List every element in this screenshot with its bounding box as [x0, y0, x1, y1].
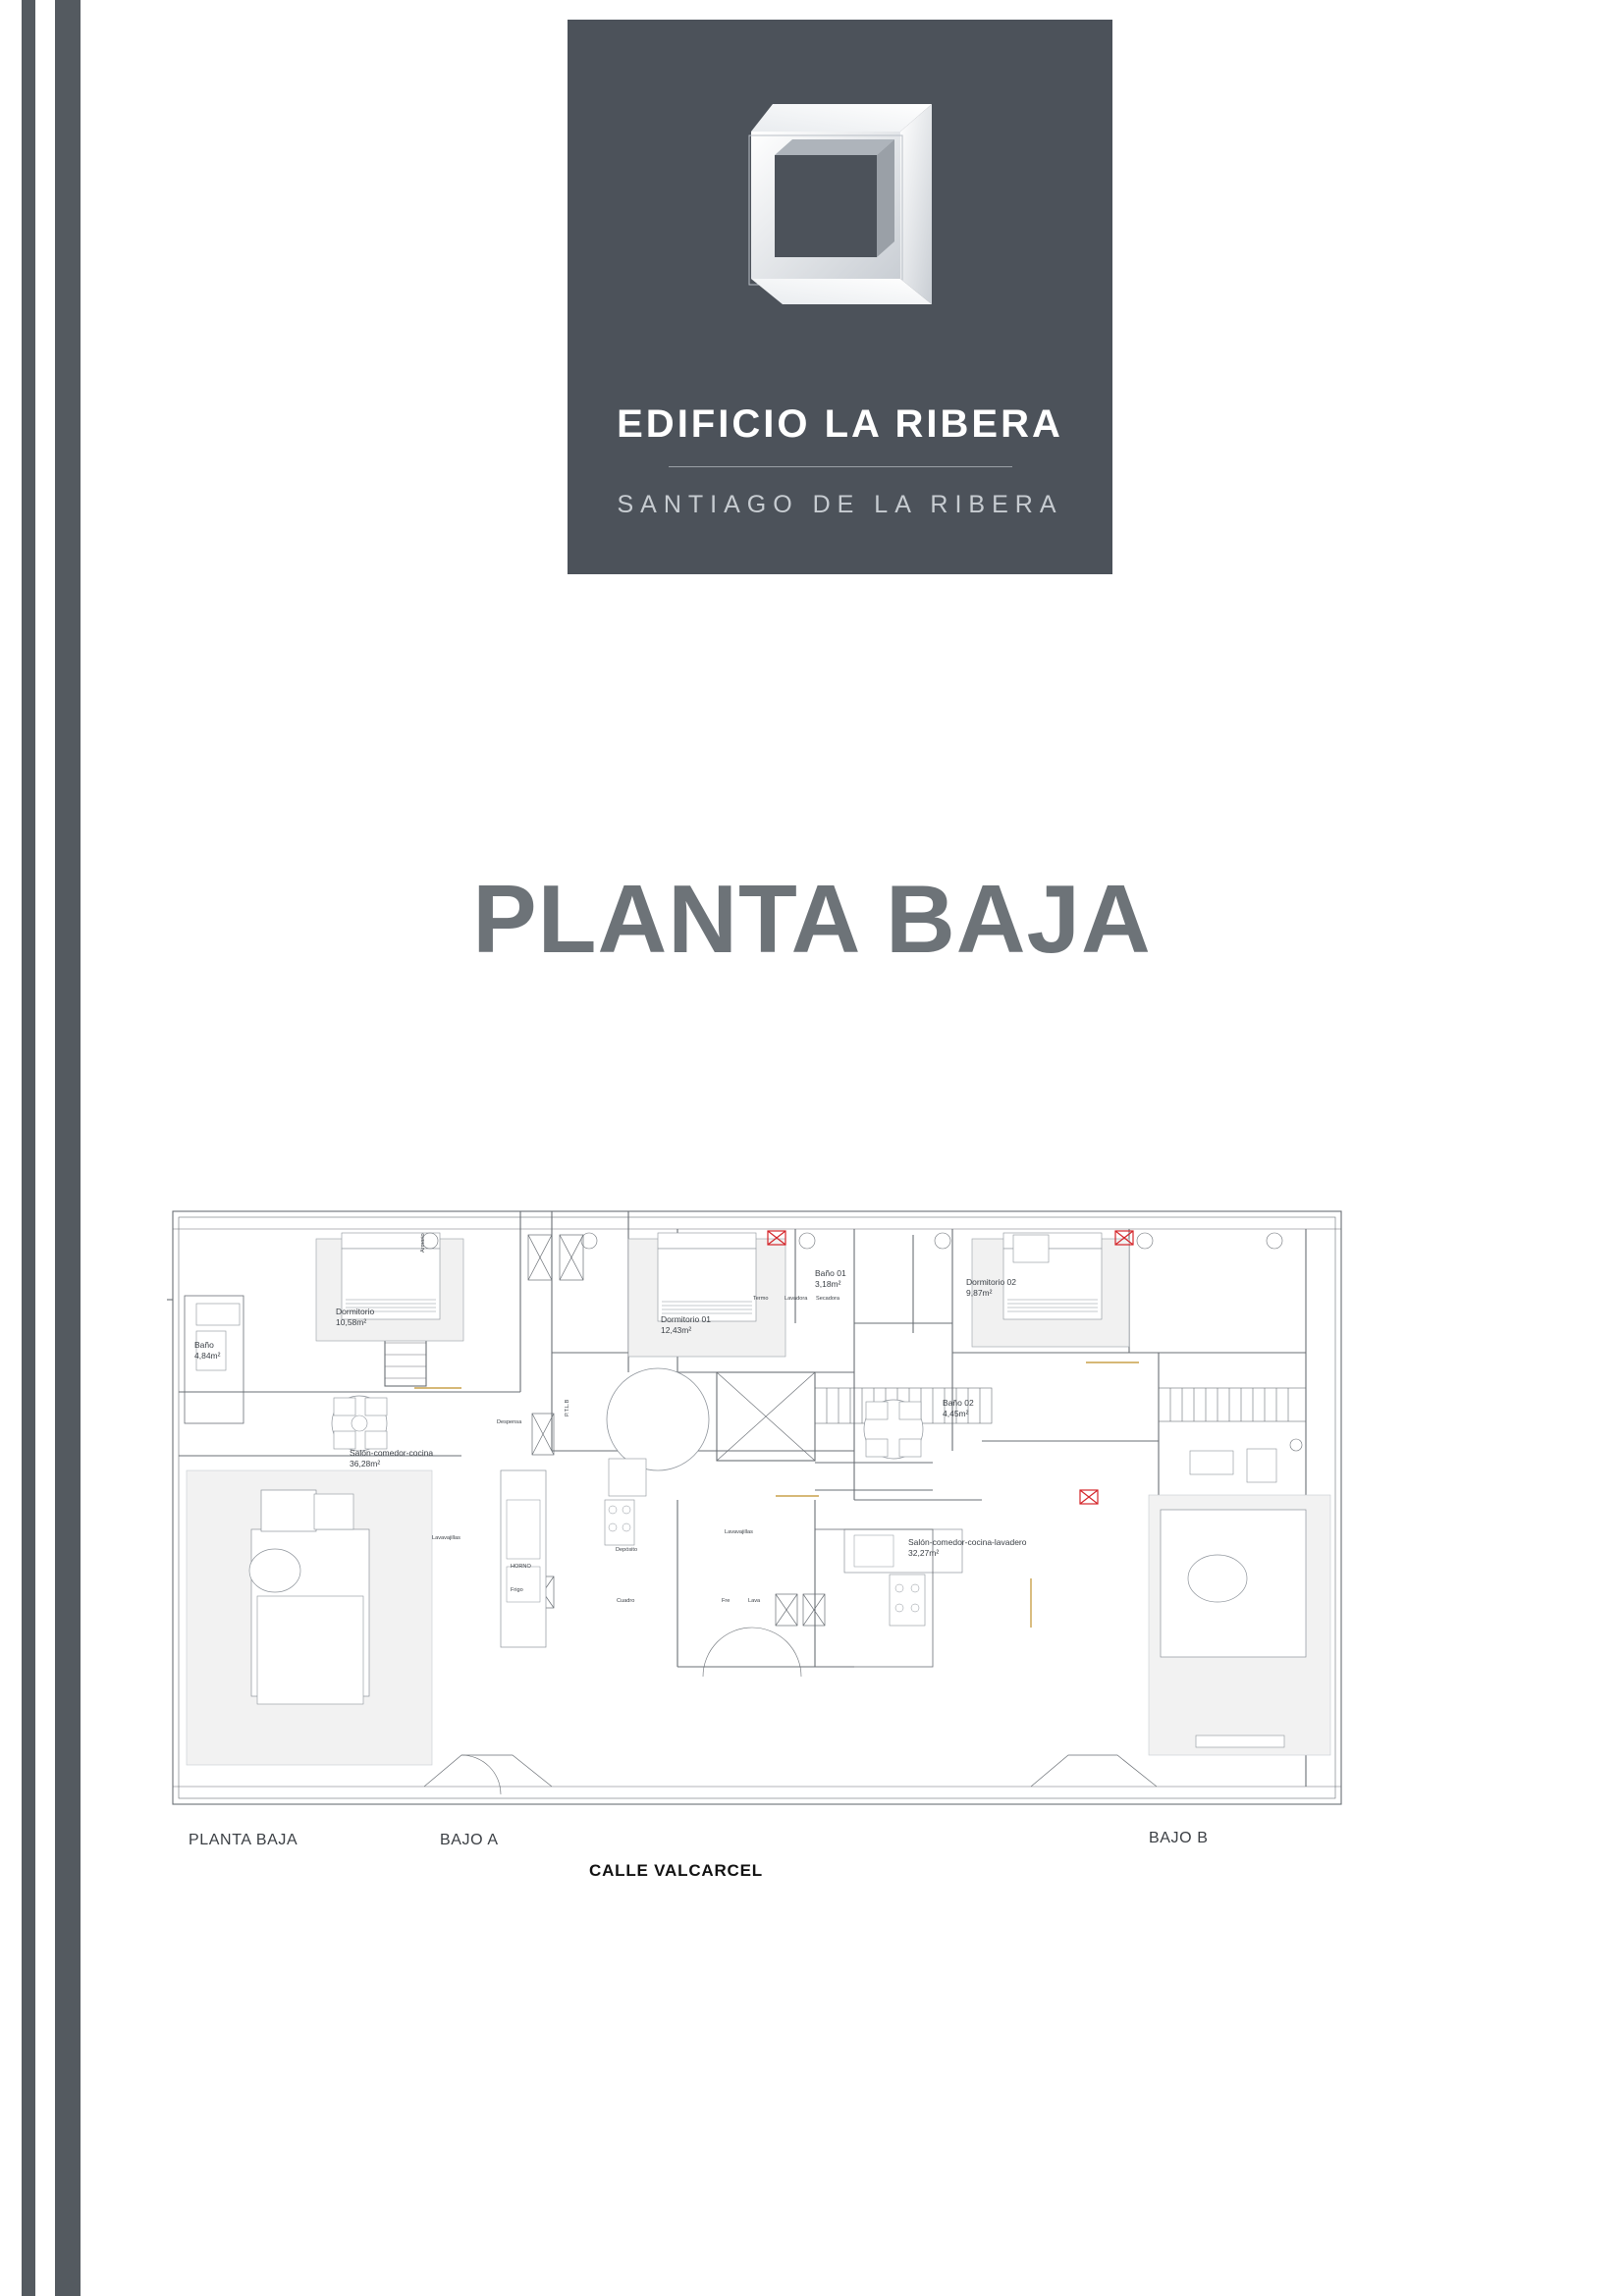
room-name: Baño 02 [943, 1398, 974, 1408]
label-fre: Fre [722, 1598, 731, 1604]
room-area: 10,58m² [336, 1316, 367, 1327]
room-label-bano-02 [943, 1398, 974, 1418]
floor-plan [167, 1205, 1473, 1893]
label-despensa: Despensa [497, 1419, 522, 1425]
room-label-dormitorio-1058 [336, 1307, 374, 1327]
label-secadora: Secadora [816, 1296, 839, 1302]
decor-stripe-right [55, 0, 81, 2296]
room-label-bano-484 [194, 1340, 220, 1361]
caption-bajo-a: BAJO A [440, 1832, 499, 1848]
label-frigo: Frigo [511, 1587, 523, 1593]
room-label-salon-3628 [350, 1448, 433, 1468]
room-area: 9,87m² [966, 1287, 993, 1298]
room-name: Salón-comedor-cocina [350, 1448, 434, 1458]
label-lavavajillas: Lavavajillas [432, 1535, 460, 1541]
room-area: 4,84m² [194, 1350, 221, 1361]
label-lavadora: Lavadora [785, 1296, 808, 1302]
caption-planta-baja: PLANTA BAJA [189, 1832, 298, 1848]
room-area: 3,18m² [815, 1278, 841, 1289]
room-area: 4,45m² [943, 1408, 969, 1418]
room-name: Baño 01 [815, 1268, 846, 1278]
room-area: 36,28m² [350, 1458, 381, 1468]
label-termo: Termo [753, 1296, 769, 1302]
room-name: Dormitorio [336, 1307, 375, 1316]
brand-title: EDIFICIO LA RIBERA [617, 402, 1063, 446]
label-deposito: Depósito [616, 1547, 638, 1553]
label-horno: HORNO [511, 1564, 531, 1570]
label-lavavajillas-2: Lavavajillas [725, 1529, 753, 1535]
room-label-bano-01 [815, 1268, 846, 1289]
caption-bajo-b: BAJO B [1149, 1830, 1209, 1846]
square-frame-logo-icon [714, 96, 967, 342]
room-label-salon-3227 [908, 1537, 1026, 1558]
brand-divider [669, 466, 1012, 467]
room-area: 32,27m² [908, 1547, 940, 1558]
room-name: Baño [194, 1340, 214, 1350]
label-ptlb: P.T.L.B [565, 1399, 570, 1416]
label-armario: Armario [420, 1233, 426, 1253]
room-name: Dormitorio 02 [966, 1277, 1017, 1287]
room-name: Salón-comedor-cocina-lavadero [908, 1537, 1027, 1547]
room-area: 12,43m² [661, 1324, 692, 1335]
brand-logo-block [568, 20, 1112, 574]
label-lava: Lava [748, 1598, 761, 1604]
room-label-dormitorio-02 [966, 1277, 1016, 1298]
label-cuadro: Cuadro [617, 1598, 635, 1604]
brand-subtitle: SANTIAGO DE LA RIBERA [617, 491, 1063, 518]
room-name: Dormitorio 01 [661, 1314, 712, 1324]
room-label-dormitorio-01 [661, 1314, 711, 1335]
caption-street: CALLE VALCARCEL [589, 1861, 763, 1880]
page-title: PLANTA BAJA [472, 865, 1152, 973]
decor-stripe-left [22, 0, 35, 2296]
